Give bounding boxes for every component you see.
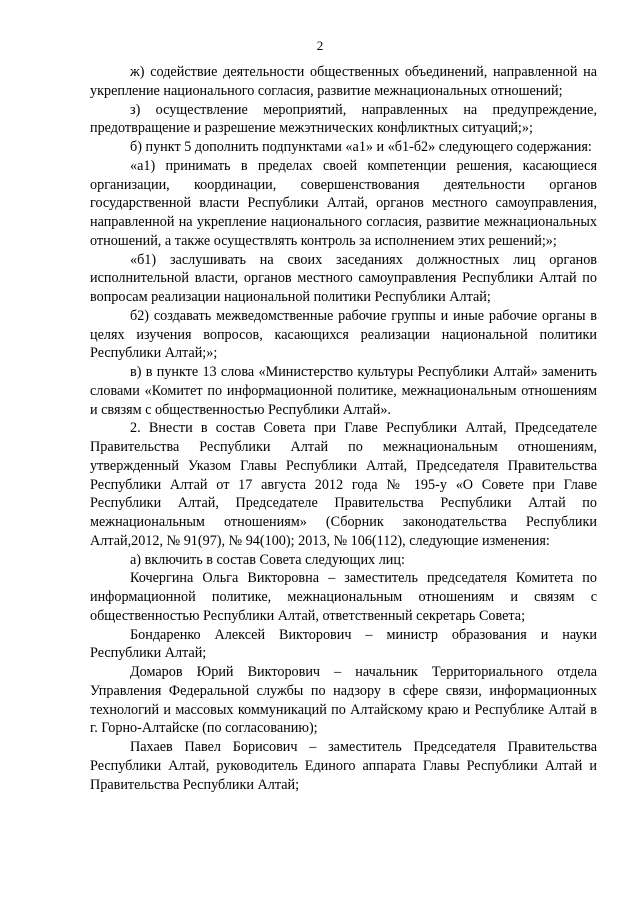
paragraph-subitem-b1: «б1) заслушивать на своих заседаниях должностных лиц органов исполнительной власти, органов местного самоуправления Республики Алтай по вопросам реализации национальной политики Республики Алтай; (90, 251, 597, 305)
paragraph-subitem-a1: «а1) принимать в пределах своей компетенции решения, касающиеся организации, координации, совершенствования деятельности органов государственной власти Республики Алтай, органов местного самоуправления, направленной на укрепление национального согласия, развитие межнациональных отношений, а также осуществлять контроль за исполнением этих решений;»; (90, 157, 597, 249)
paragraph-point-a: а) включить в состав Совета следующих лиц: (130, 551, 405, 568)
paragraph-item-z: з) осуществление мероприятий, направленных на предупреждение, предотвращение и разрешение межэтнических конфликтных ситуаций;»; (90, 101, 597, 137)
document-body (90, 63, 597, 794)
paragraph-section-2: 2. Внести в состав Совета при Главе Республики Алтай, Председателе Правительства Республики Алтай по межнациональным отношениям, утвержденный Указом Главы Республики Алтай, Председателя Правительства Республики Алтай от 17 августа 2012 года № 195-у «О Совете при Главе Республики Алтай, Председателе Правительства Республики Алтай по межнациональным отношениям» (Сборник законодательства Республики Алтай,2012, № 91(97), № 94(100); 2013, № 106(112), следующие изменения: (90, 420, 597, 549)
member-entry-domarov: Домаров Юрий Викторович – начальник Территориального отдела Управления Федеральной службы по надзору в сфере связи, информационных технологий и массовых коммуникаций по Алтайскому краю и Республике Алтай в г. Горно-Алтайске (по согласованию); (90, 664, 597, 737)
member-entry-bondarenko: Бондаренко Алексей Викторович – министр образования и науки Республики Алтай; (90, 626, 597, 662)
page-number: 2 (316, 38, 324, 53)
paragraph-point-b: б) пункт 5 дополнить подпунктами «а1» и «б1-б2» следующего содержания: (130, 139, 592, 155)
member-entry-kochergina: Кочергина Ольга Викторовна – заместитель председателя Комитета по информационной политике, межнациональным отношениям и связям с общественностью Республики Алтай, ответственный секретарь Совета; (90, 570, 597, 624)
member-entry-pakhaev: Пахаев Павел Борисович – заместитель Председателя Правительства Республики Алтай, руководитель Единого аппарата Главы Республики Алтай и Правительства Республики Алтай; (90, 739, 597, 793)
paragraph-subitem-b2: б2) создавать межведомственные рабочие группы и иные рабочие органы в целях изучения вопросов, касающихся реализации национальной политики Республики Алтай;»; (90, 307, 597, 362)
paragraph-item-zh: ж) содействие деятельности общественных объединений, направленной на укрепление национального согласия, развитие межнациональных отношений; (90, 64, 597, 99)
paragraph-point-v: в) в пункте 13 слова «Министерство культуры Республики Алтай» заменить словами «Комитет по информационной политике, межнациональным отношениям и связям с общественностью Республики Алтай». (90, 364, 597, 418)
